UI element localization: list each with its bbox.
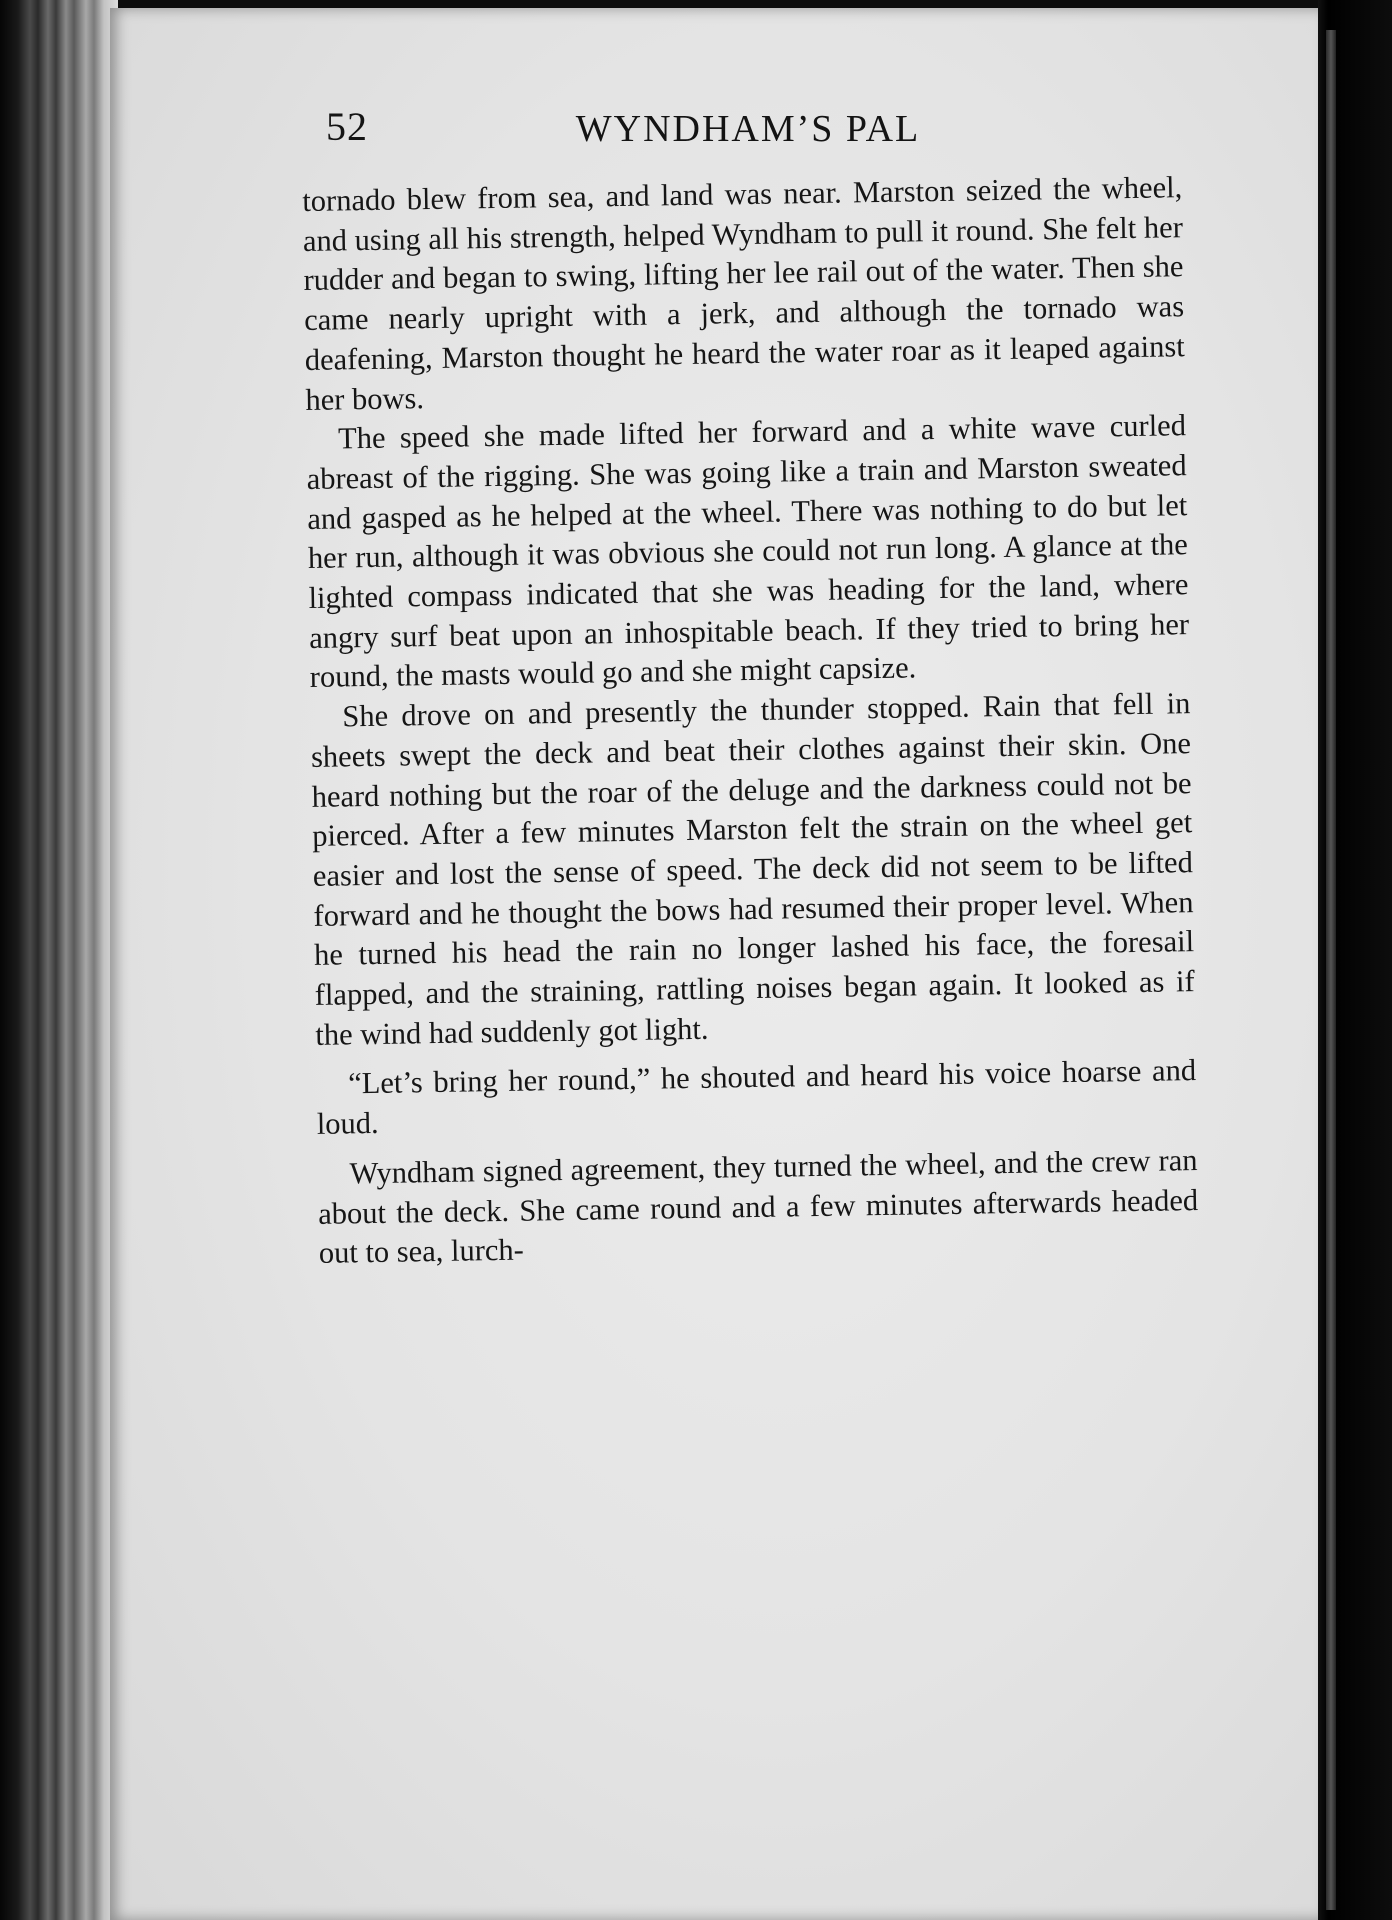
page-header bbox=[218, 95, 1198, 175]
facing-page-sliver bbox=[1326, 30, 1336, 1910]
page-number: 52 bbox=[326, 104, 368, 149]
running-head: WYNDHAM’S PAL bbox=[575, 108, 921, 150]
body-text bbox=[302, 168, 1199, 1274]
paragraph: She drove on and presently the thunder stopped. Rain that fell in sheets swept the deck and beat their clothes against their skin. One heard nothing but the roar of the deluge and the darkness could not be pierced. After a few minutes Marston felt the strain on the wheel get easier and lost the sense of speed. The deck did not seem to be lifted forward and he thought the bows had resumed their proper level. When he turned his head the rain no longer lashed his face, the foresail flapped, and the straining, rattling noises began again. It looked as if the wind had suddenly got light. bbox=[310, 686, 1195, 1052]
paragraph: tornado blew from sea, and land was near. Marston seized the wheel, and using all his strength, helped Wyndham to pull it round. She felt her rudder and began to swing, lifting her lee rail out of the water. Then she came nearly upright with a jerk, and although the tornado was deafening, Marston thought he heard the water roar as it leaped against her bows. bbox=[302, 170, 1185, 417]
paragraph: Wyndham signed agreement, they turned the wheel, and the crew ran about the deck. She came round and a few minutes afterwards headed out to sea, lurch- bbox=[317, 1142, 1199, 1271]
paragraph: The speed she made lifted her forward and a white wave curled abreast of the rigging. She was going like a train and Marston sweated and gasped as he helped at the wheel. There was nothing to do but let her run, although it was obvious she could not run long. A glance at the lighted compass indicated that she was heading for the land, where angry surf beat upon an inhospitable beach. If they tried to bring her round, the masts would go and she might capsize. bbox=[306, 408, 1190, 695]
paragraph: “Let’s bring her round,” he shouted and heard his voice hoarse and loud. bbox=[316, 1053, 1197, 1142]
book-binding-edge bbox=[0, 0, 118, 1920]
